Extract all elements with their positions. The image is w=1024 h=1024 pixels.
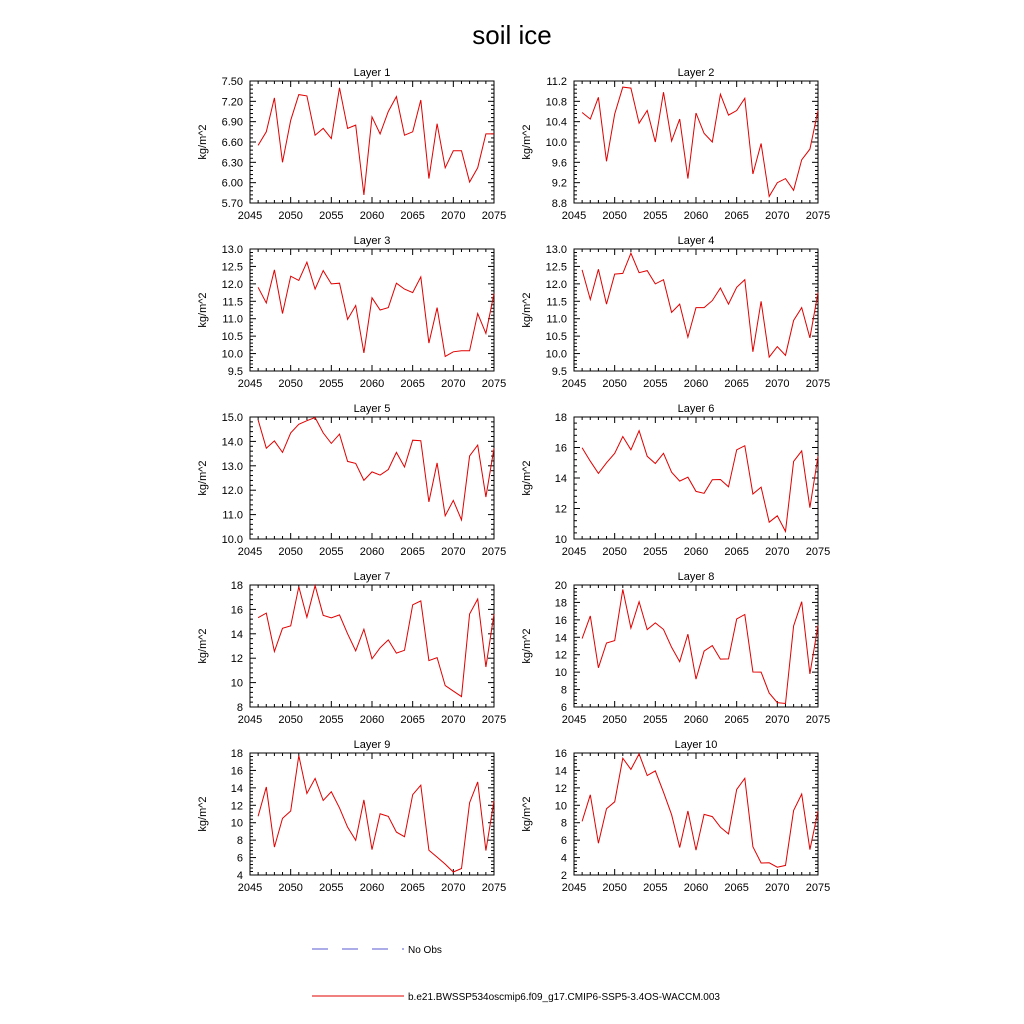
- x-tick-label: 2070: [441, 714, 466, 726]
- plot-frame: [574, 249, 818, 371]
- panel-layer-7: [197, 571, 506, 726]
- x-tick-label: 2050: [602, 714, 627, 726]
- x-tick-label: 2055: [643, 882, 668, 894]
- y-tick-label: 18: [230, 580, 243, 592]
- x-tick-label: 2075: [481, 210, 507, 222]
- x-tick-label: 2060: [359, 546, 385, 558]
- x-tick-label: 2045: [237, 378, 263, 390]
- y-axis-label: kg/m^2: [197, 460, 209, 496]
- panel-title: Layer 1: [353, 67, 391, 79]
- y-axis-label: kg/m^2: [521, 124, 533, 160]
- y-tick-label: 7.20: [221, 96, 243, 109]
- y-tick-label: 9.5: [227, 366, 243, 378]
- y-tick-label: 12.0: [545, 278, 567, 291]
- x-tick-label: 2075: [805, 882, 831, 894]
- plot-frame: [574, 81, 818, 203]
- x-tick-label: 2070: [765, 714, 790, 726]
- y-tick-label: 12.5: [221, 261, 243, 274]
- panel-layer-3: [197, 235, 506, 390]
- plot-frame: [250, 249, 494, 371]
- x-tick-label: 2045: [561, 546, 587, 558]
- x-tick-label: 2055: [319, 378, 344, 390]
- x-tick-label: 2060: [683, 882, 709, 894]
- x-tick-label: 2055: [319, 546, 344, 558]
- y-tick-label: 12.5: [545, 261, 567, 274]
- y-axis-label: kg/m^2: [197, 796, 209, 832]
- y-tick-label: 13.0: [545, 244, 567, 256]
- y-tick-label: 18: [230, 748, 243, 760]
- y-tick-label: 16: [230, 765, 243, 778]
- plot-frame: [574, 753, 818, 875]
- panel-title: Layer 4: [677, 235, 715, 247]
- x-tick-label: 2050: [602, 210, 627, 222]
- x-tick-label: 2070: [441, 378, 466, 390]
- series-line: [258, 88, 494, 195]
- x-tick-label: 2065: [724, 210, 749, 222]
- x-tick-label: 2050: [278, 378, 303, 390]
- y-tick-label: 10.0: [221, 534, 243, 546]
- x-tick-label: 2045: [237, 210, 263, 222]
- y-tick-label: 10.5: [545, 331, 567, 344]
- y-tick-label: 13.0: [221, 460, 243, 473]
- series-line: [582, 253, 818, 357]
- y-tick-label: 14: [554, 632, 567, 645]
- x-tick-label: 2060: [359, 882, 385, 894]
- y-tick-label: 12: [554, 503, 567, 516]
- y-axis-label: kg/m^2: [197, 124, 209, 160]
- y-tick-label: 8: [236, 835, 243, 848]
- plot-frame: [250, 585, 494, 707]
- y-tick-label: 16: [554, 748, 567, 760]
- x-tick-label: 2065: [724, 714, 749, 726]
- y-tick-label: 9.5: [551, 366, 567, 378]
- y-tick-label: 10: [554, 667, 567, 680]
- x-tick-label: 2050: [278, 714, 303, 726]
- y-tick-label: 8: [560, 684, 567, 697]
- y-axis-label: kg/m^2: [197, 292, 209, 328]
- panel-layer-10: [521, 739, 830, 894]
- x-tick-label: 2050: [602, 378, 627, 390]
- x-tick-label: 2050: [278, 546, 303, 558]
- y-tick-label: 14: [230, 628, 243, 641]
- x-tick-label: 2070: [765, 882, 790, 894]
- y-tick-label: 6.00: [221, 177, 243, 190]
- x-tick-label: 2045: [237, 714, 263, 726]
- panel-title: Layer 9: [353, 739, 391, 751]
- x-tick-label: 2065: [400, 546, 425, 558]
- y-tick-label: 8: [560, 817, 567, 830]
- y-tick-label: 15.0: [221, 412, 243, 424]
- panel-layer-4: [521, 235, 830, 390]
- panel-layer-8: [521, 571, 830, 726]
- x-tick-label: 2060: [359, 210, 385, 222]
- x-tick-label: 2055: [643, 714, 668, 726]
- y-tick-label: 5.70: [221, 198, 243, 210]
- plot-frame: [574, 585, 818, 707]
- x-tick-label: 2050: [278, 882, 303, 894]
- y-tick-label: 10.5: [221, 331, 243, 344]
- y-tick-label: 10.0: [545, 137, 567, 149]
- plot-frame: [250, 417, 494, 539]
- x-tick-label: 2045: [561, 714, 587, 726]
- figure-title: soil ice: [472, 20, 552, 50]
- x-tick-label: 2045: [561, 882, 587, 894]
- x-tick-label: 2070: [765, 210, 790, 222]
- x-tick-label: 2075: [805, 210, 831, 222]
- x-tick-label: 2055: [319, 210, 344, 222]
- panel-title: Layer 5: [353, 403, 391, 415]
- x-tick-label: 2065: [724, 882, 749, 894]
- x-tick-label: 2070: [441, 210, 466, 222]
- x-tick-label: 2050: [602, 546, 627, 558]
- y-axis-label: kg/m^2: [521, 292, 533, 328]
- y-tick-label: 12.0: [221, 278, 243, 291]
- x-tick-label: 2055: [643, 210, 668, 222]
- x-tick-label: 2055: [319, 714, 344, 726]
- y-tick-label: 11.0: [546, 313, 567, 326]
- y-tick-label: 10: [554, 800, 567, 813]
- panel-title: Layer 10: [674, 739, 718, 751]
- legend-obs-label: No Obs: [408, 945, 442, 956]
- x-tick-label: 2075: [481, 714, 507, 726]
- series-line: [582, 431, 818, 532]
- y-tick-label: 6: [560, 702, 567, 714]
- y-tick-label: 11.5: [546, 296, 567, 309]
- x-tick-label: 2065: [400, 210, 425, 222]
- y-tick-label: 4: [560, 852, 567, 865]
- y-tick-label: 14.0: [221, 436, 243, 449]
- series-line: [258, 756, 494, 872]
- series-line: [582, 754, 818, 867]
- x-tick-label: 2060: [359, 378, 385, 390]
- x-tick-label: 2070: [765, 378, 790, 390]
- y-tick-label: 18: [554, 597, 567, 610]
- x-tick-label: 2045: [237, 546, 263, 558]
- y-tick-label: 11.2: [546, 76, 567, 88]
- panel-title: Layer 7: [353, 571, 391, 583]
- y-tick-label: 12: [554, 649, 567, 662]
- y-tick-label: 6: [560, 835, 567, 848]
- panel-layer-1: [197, 67, 506, 222]
- panel-layer-6: [521, 403, 830, 558]
- x-tick-label: 2075: [481, 546, 507, 558]
- y-tick-label: 10.0: [221, 348, 243, 361]
- x-tick-label: 2065: [724, 378, 749, 390]
- x-tick-label: 2065: [400, 882, 425, 894]
- legend-model-label: b.e21.BWSSP534oscmip6.f09_g17.CMIP6-SSP5-3.4OS-WACCM.003: [408, 992, 720, 1003]
- y-tick-label: 6.90: [221, 116, 243, 129]
- panel-layer-5: [197, 403, 506, 558]
- x-tick-label: 2055: [643, 546, 668, 558]
- y-tick-label: 9.2: [551, 177, 567, 190]
- x-tick-label: 2055: [319, 882, 344, 894]
- x-tick-label: 2065: [400, 714, 425, 726]
- panel-title: Layer 6: [677, 403, 715, 415]
- x-tick-label: 2055: [643, 378, 668, 390]
- y-tick-label: 14: [554, 473, 567, 485]
- series-line: [258, 586, 494, 697]
- y-tick-label: 10: [554, 534, 567, 546]
- legend: [312, 945, 720, 1003]
- series-line: [258, 418, 494, 521]
- x-tick-label: 2065: [400, 378, 425, 390]
- panel-title: Layer 2: [677, 67, 715, 79]
- y-tick-label: 10.8: [545, 96, 567, 109]
- panel-layer-2: [521, 67, 830, 222]
- x-tick-label: 2045: [561, 378, 587, 390]
- x-tick-label: 2060: [683, 378, 709, 390]
- y-tick-label: 10.4: [545, 116, 567, 129]
- y-tick-label: 12: [554, 782, 567, 795]
- y-tick-label: 20: [554, 580, 567, 592]
- y-tick-label: 6.60: [221, 137, 243, 149]
- y-tick-label: 16: [554, 614, 567, 627]
- y-tick-label: 14: [230, 782, 243, 795]
- plot-frame: [250, 753, 494, 875]
- panel-title: Layer 3: [353, 235, 391, 247]
- y-tick-label: 11.0: [222, 313, 243, 326]
- x-tick-label: 2070: [441, 546, 466, 558]
- y-tick-label: 10: [230, 677, 243, 690]
- y-tick-label: 12: [230, 653, 243, 666]
- x-tick-label: 2045: [561, 210, 587, 222]
- x-tick-label: 2060: [683, 210, 709, 222]
- y-tick-label: 6.30: [221, 157, 243, 170]
- x-tick-label: 2075: [805, 714, 831, 726]
- series-line: [258, 262, 494, 356]
- series-line: [582, 589, 818, 703]
- x-tick-label: 2060: [359, 714, 385, 726]
- y-tick-label: 10: [230, 817, 243, 830]
- x-tick-label: 2075: [805, 378, 831, 390]
- y-tick-label: 7.50: [221, 76, 243, 88]
- y-tick-label: 11.0: [222, 509, 243, 522]
- y-tick-label: 18: [554, 412, 567, 424]
- x-tick-label: 2065: [724, 546, 749, 558]
- y-tick-label: 13.0: [221, 244, 243, 256]
- x-tick-label: 2060: [683, 714, 709, 726]
- y-tick-label: 11.5: [222, 296, 243, 309]
- x-tick-label: 2075: [481, 882, 507, 894]
- y-tick-label: 9.6: [551, 157, 567, 170]
- x-tick-label: 2045: [237, 882, 263, 894]
- y-tick-label: 2: [560, 870, 567, 882]
- y-axis-label: kg/m^2: [197, 628, 209, 664]
- y-tick-label: 16: [554, 442, 567, 455]
- panels: [197, 67, 830, 894]
- y-tick-label: 10.0: [545, 348, 567, 361]
- y-tick-label: 4: [236, 870, 243, 882]
- x-tick-label: 2070: [765, 546, 790, 558]
- y-tick-label: 12.0: [221, 485, 243, 498]
- x-tick-label: 2050: [278, 210, 303, 222]
- y-axis-label: kg/m^2: [521, 460, 533, 496]
- panel-layer-9: [197, 739, 506, 894]
- x-tick-label: 2060: [683, 546, 709, 558]
- y-axis-label: kg/m^2: [521, 628, 533, 664]
- series-line: [582, 87, 818, 196]
- x-tick-label: 2075: [481, 378, 507, 390]
- y-tick-label: 8: [236, 702, 243, 714]
- y-tick-label: 16: [230, 604, 243, 617]
- y-tick-label: 14: [554, 765, 567, 778]
- x-tick-label: 2070: [441, 882, 466, 894]
- y-tick-label: 6: [236, 852, 243, 865]
- y-tick-label: 8.8: [551, 198, 567, 210]
- y-tick-label: 12: [230, 800, 243, 813]
- panel-title: Layer 8: [677, 571, 715, 583]
- plot-frame: [574, 417, 818, 539]
- x-tick-label: 2050: [602, 882, 627, 894]
- y-axis-label: kg/m^2: [521, 796, 533, 832]
- x-tick-label: 2075: [805, 546, 831, 558]
